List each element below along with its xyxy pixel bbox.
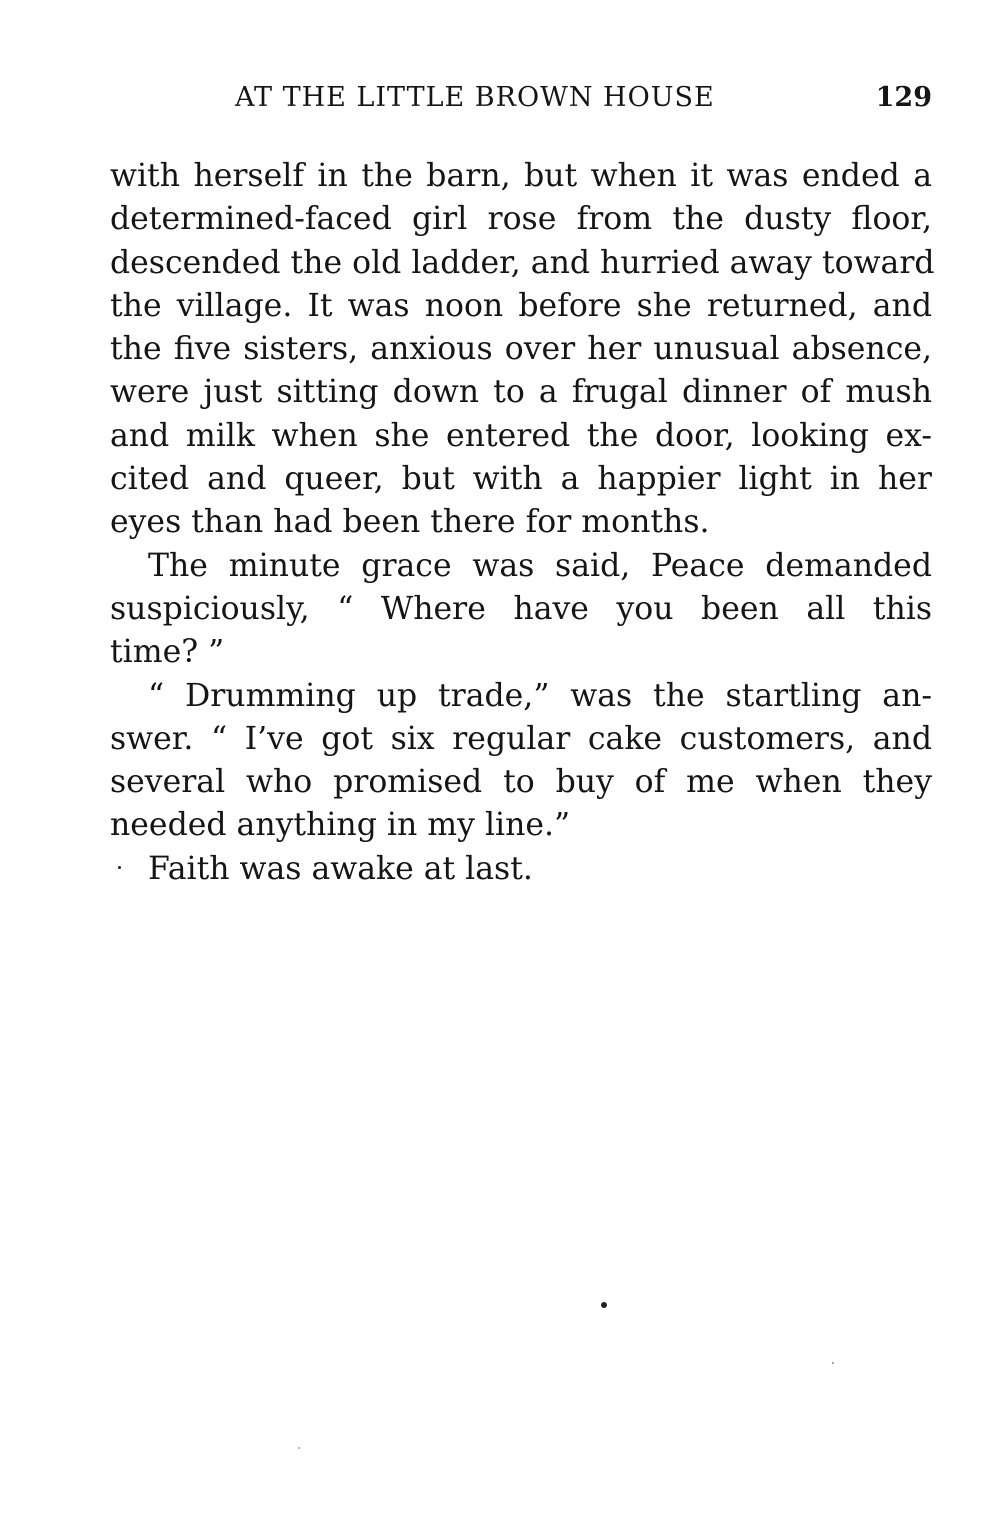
- text-line: with herself in the barn, but when it was ended a: [110, 158, 932, 194]
- paragraph-2: [110, 545, 932, 675]
- text-line: determined-faced girl rose from the dusty floor,: [110, 201, 932, 238]
- body-text: [110, 155, 935, 891]
- text-line: descended the old ladder, and hurried away toward: [110, 244, 935, 281]
- text-line: time? ”: [110, 634, 225, 671]
- text-line: “ Drumming up trade,” was the startling an-: [148, 677, 932, 714]
- text-line: swer. “ I’ve got six regular cake customers, and: [110, 720, 932, 757]
- text-line: The minute grace was said, Peace demanded: [148, 547, 932, 584]
- paragraph-3: [110, 675, 932, 848]
- text-line: the five sisters, anxious over her unusual absence,: [110, 331, 932, 368]
- text-line: Faith was awake at last.: [148, 850, 533, 887]
- paragraph-1: [110, 155, 935, 545]
- running-head: [110, 82, 932, 122]
- ink-speck: [118, 866, 121, 869]
- ink-speck: [601, 1302, 607, 1308]
- text-line: were just sitting down to a frugal dinner of mush: [110, 374, 932, 411]
- text-line: eyes than had been there for months.: [110, 504, 710, 541]
- text-line: needed anything in my line.”: [110, 807, 571, 844]
- text-line: and milk when she entered the door, looking ex-: [110, 417, 932, 454]
- ink-speck: [298, 1447, 300, 1449]
- text-line: suspiciously, “ Where have you been all this: [110, 590, 932, 627]
- ink-speck: [832, 1362, 834, 1364]
- text-line: several who promised to buy of me when they: [110, 764, 932, 801]
- text-line: cited and queer, but with a happier light in her: [110, 461, 932, 498]
- running-head-title: AT THE LITTLE BROWN HOUSE: [235, 82, 715, 113]
- text-line: the village. It was noon before she returned, and: [110, 287, 932, 324]
- paragraph-4: [110, 848, 932, 891]
- page-number: 129: [875, 82, 932, 113]
